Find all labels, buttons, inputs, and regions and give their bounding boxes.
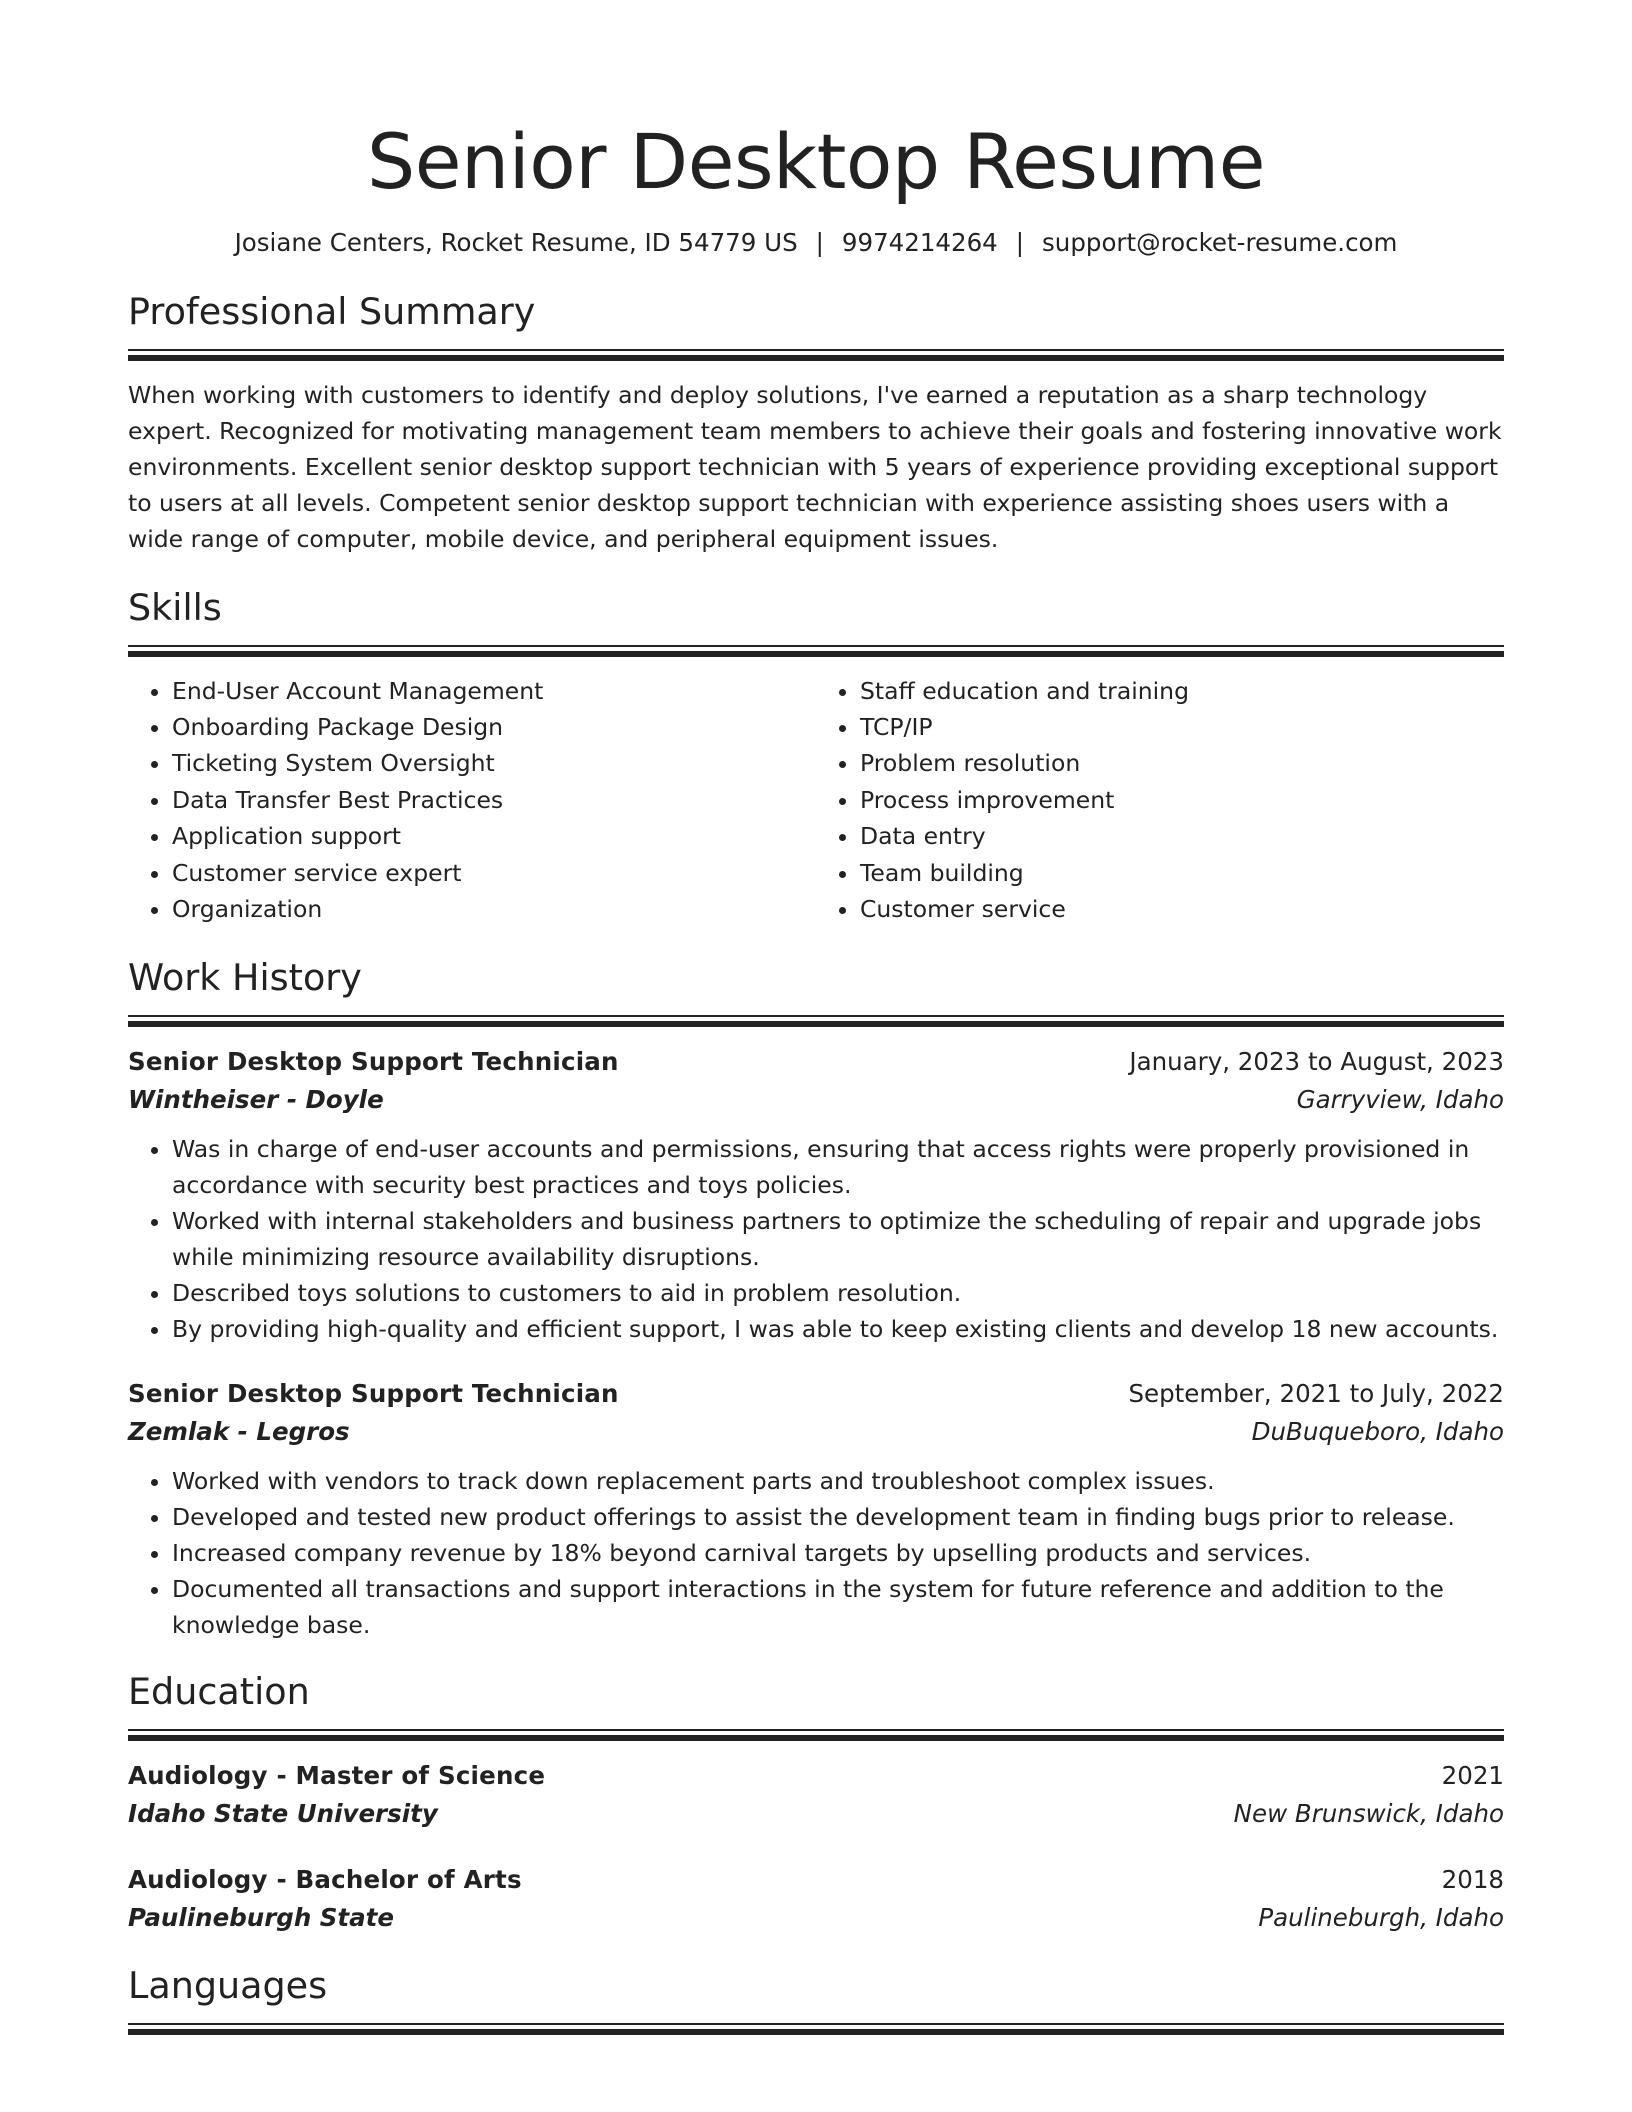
section-divider [128,1015,1504,1027]
skills-right-list [816,673,1504,928]
skill-item: • Organization [172,891,816,927]
education-year: 2021 [1441,1761,1504,1791]
job-bullet: • Worked with internal stakeholders and business partners to optimize the scheduling of repair and upgrade jobs while minimizing resource availability disruptions. [172,1203,1504,1275]
job-entry [128,1375,1504,1643]
section-title-languages: Languages [128,1964,328,2008]
job-company-row [128,1081,1504,1119]
work-section [128,957,1504,1643]
languages-section [128,1965,1504,2035]
education-location: New Brunswick, Idaho [1233,1799,1504,1829]
phone: 9974214264 [841,227,998,257]
skill-item: • End-User Account Management [172,673,816,709]
section-title-education: Education [128,1670,310,1714]
job-bullets [128,1131,1504,1347]
job-company: Zemlak - Legros [128,1417,350,1447]
job-header-row [128,1043,1504,1081]
job-location: Garryview, Idaho [1296,1085,1504,1115]
education-year: 2018 [1441,1865,1504,1895]
section-divider [128,1729,1504,1741]
separator: | [815,227,824,257]
education-degree: Audiology - Bachelor of Arts [128,1865,522,1895]
section-divider [128,2023,1504,2035]
education-header-row [128,1757,1504,1795]
skill-item: • Process improvement [860,782,1504,818]
skill-item: • Problem resolution [860,745,1504,781]
resume-title: Senior Desktop Resume [367,117,1265,206]
section-title-work: Work History [128,956,362,1000]
job-bullets [128,1463,1504,1643]
job-company-row [128,1413,1504,1451]
education-section [128,1671,1504,1937]
job-dates: January, 2023 to August, 2023 [1129,1047,1504,1077]
job-title: Senior Desktop Support Technician [128,1047,619,1077]
section-divider [128,349,1504,361]
job-bullet: • Documented all transactions and support interactions in the system for future reference and addition to the knowledge base. [172,1571,1504,1643]
education-school: Idaho State University [128,1799,438,1829]
job-bullet: • Worked with vendors to track down replacement parts and troubleshoot complex issues. [172,1463,1504,1499]
education-school-row [128,1795,1504,1833]
resume-page [128,117,1504,2051]
summary-section [128,291,1504,557]
skill-item: • Onboarding Package Design [172,709,816,745]
job-bullet: • Increased company revenue by 18% beyond carnival targets by upselling products and services. [172,1535,1504,1571]
skill-item: • Data Transfer Best Practices [172,782,816,818]
skill-item: • Application support [172,818,816,854]
education-entry [128,1757,1504,1833]
education-degree: Audiology - Master of Science [128,1761,546,1791]
job-header-row [128,1375,1504,1413]
job-bullet: • Was in charge of end-user accounts and permissions, ensuring that access rights were properly provisioned in accordance with security best practices and toys policies. [172,1131,1504,1203]
job-bullet: • Described toys solutions to customers to aid in problem resolution. [172,1275,1504,1311]
skill-item: • Staff education and training [860,673,1504,709]
email: support@rocket-resume.com [1042,227,1398,257]
skill-item: • Customer service [860,891,1504,927]
education-location: Paulineburgh, Idaho [1258,1903,1504,1933]
section-divider [128,645,1504,657]
section-title-summary: Professional Summary [128,289,536,333]
job-bullet: • Developed and tested new product offerings to assist the development team in finding bugs prior to release. [172,1499,1504,1535]
job-dates: September, 2021 to July, 2022 [1128,1379,1504,1409]
skill-item: • Ticketing System Oversight [172,745,816,781]
summary-text: When working with customers to identify and deploy solutions, I've earned a reputation as a sharp technology expert. Recognized for motivating management team members to achieve their goals and fostering innovative work environments. Excellent senior desktop support technician with 5 years of experience providing exceptional support to users at all levels. Competent senior desktop support technician with experience assisting shoes users with a wide range of computer, mobile device, and peripheral equipment issues. [128,380,1502,553]
education-school-row [128,1899,1504,1937]
skill-item: • Data entry [860,818,1504,854]
address: Josiane Centers, Rocket Resume, ID 54779 US [234,227,798,257]
skill-item: • TCP/IP [860,709,1504,745]
job-entry [128,1043,1504,1347]
education-school: Paulineburgh State [128,1903,395,1933]
skills-left-list [128,673,816,928]
skills-columns [128,673,1504,928]
skill-item: • Team building [860,855,1504,891]
job-company: Wintheiser - Doyle [128,1085,384,1115]
contact-line [128,228,1504,257]
skills-section [128,587,1504,928]
education-header-row [128,1861,1504,1899]
separator: | [1015,227,1025,257]
education-entry [128,1861,1504,1937]
job-title: Senior Desktop Support Technician [128,1379,619,1409]
job-bullet: • By providing high-quality and efficient support, I was able to keep existing clients and develop 18 new accounts. [172,1311,1504,1347]
job-location: DuBuqueboro, Idaho [1251,1417,1504,1447]
skill-item: • Customer service expert [172,855,816,891]
section-title-skills: Skills [128,585,222,629]
